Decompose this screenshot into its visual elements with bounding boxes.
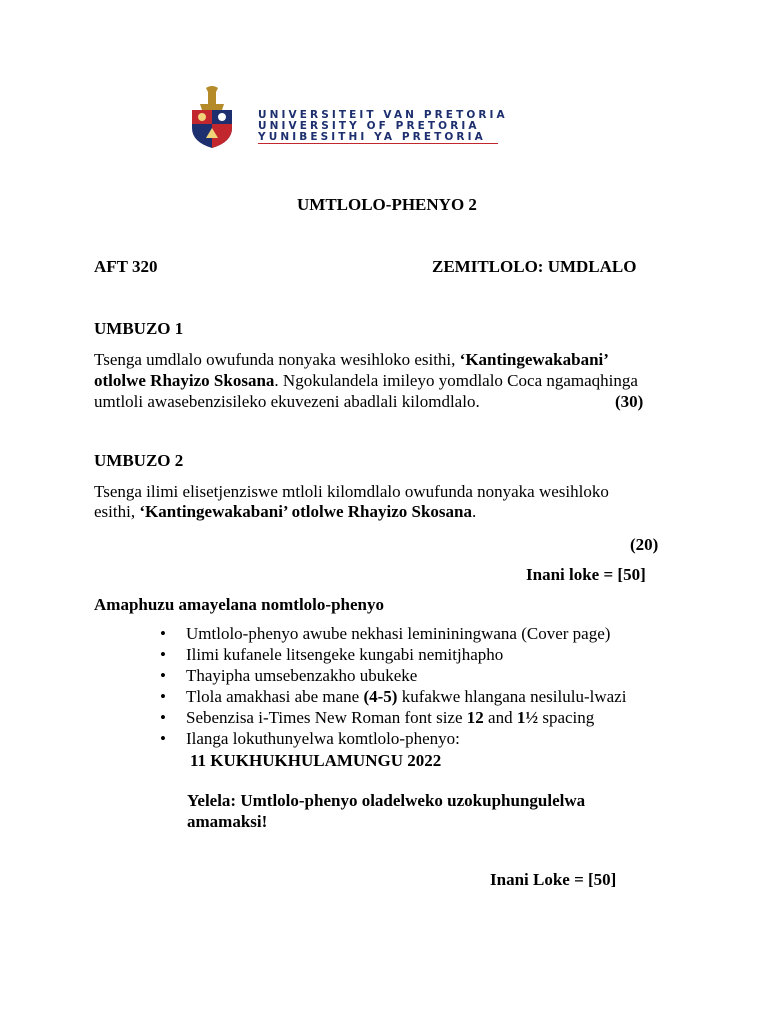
- question-2-line-1: Tsenga ilimi elisetjenziswe mtloli kilomdlalo owufunda nonyaka wesihloko: [94, 482, 609, 501]
- list-item-text: Tlola amakhasi abe mane: [186, 687, 364, 706]
- final-total-marks: Inani Loke = [50]: [490, 870, 617, 889]
- instruction-list: [160, 623, 626, 749]
- list-item: [160, 707, 626, 728]
- list-item: [160, 665, 626, 686]
- list-item: [160, 686, 626, 707]
- list-item: [160, 728, 626, 749]
- subject-heading: ZEMITLOLO: UMDLALO: [432, 257, 637, 276]
- total-marks: Inani loke = [50]: [526, 565, 646, 584]
- list-item-text: Ilanga lokuthunyelwa komtlolo-phenyo:: [186, 729, 460, 748]
- list-item-text: Umtlolo-phenyo awube nekhasi lemininingwana (Cover page): [186, 624, 611, 643]
- question-1-heading: UMBUZO 1: [94, 319, 184, 338]
- question-2-heading: UMBUZO 2: [94, 451, 184, 470]
- points-heading: Amaphuzu amayelana nomtlolo-phenyo: [94, 595, 384, 614]
- question-1-marks: (30): [615, 392, 644, 411]
- university-name-english: UNIVERSITY OF PRETORIA: [258, 120, 480, 132]
- question-2-text: .: [472, 502, 477, 521]
- question-1-line-3: umtloli awasebenzisileko ekuvezeni abadlali kilomdlalo.: [94, 392, 480, 411]
- due-date: 11 KUKHUKHULAMUNGU 2022: [190, 751, 442, 770]
- course-code: AFT 320: [94, 257, 158, 276]
- question-1-line-1: [94, 349, 609, 370]
- question-1-text: . Ngokulandela imileyo yomdlalo Coca ngamaqhinga: [274, 371, 638, 390]
- list-item-text: kufakwe hlangana nesilulu-lwazi: [397, 687, 627, 706]
- university-crest-icon: [186, 84, 238, 150]
- university-name-afrikaans: UNIVERSITEIT VAN PRETORIA: [258, 109, 508, 121]
- play-title: ‘Kantingewakabani’: [459, 350, 609, 369]
- warning-line-1: Yelela: Umtlolo-phenyo oladelweko uzokuphungulelwa: [187, 791, 586, 810]
- question-1-text: Tsenga umdlalo owufunda nonyaka wesihloko esithi,: [94, 350, 460, 369]
- university-name-ndebele: YUNIBESITHI YA PRETORIA: [258, 131, 486, 143]
- list-item-text: Ilimi kufanele litsengeke kungabi nemitjhapho: [186, 645, 504, 664]
- question-2-line-2: [94, 501, 476, 522]
- list-item-text: Sebenzisa i-Times New Roman font size: [186, 708, 467, 727]
- question-2-marks: (20): [630, 535, 659, 554]
- list-item-text: and: [483, 708, 517, 727]
- play-title-author: ‘Kantingewakabani’ otlolwe Rhayizo Skosana: [139, 502, 472, 521]
- list-item-text: spacing: [538, 708, 595, 727]
- question-2-text: esithi,: [94, 502, 140, 521]
- list-item: [160, 623, 626, 644]
- list-item: [160, 644, 626, 665]
- list-item-text: Thayipha umsebenzakho ubukeke: [186, 666, 418, 685]
- question-1-line-2: [94, 370, 638, 391]
- page-count: (4-5): [363, 687, 398, 706]
- spacing-value: 1½: [516, 708, 539, 727]
- page-title: UMTLOLO-PHENYO 2: [297, 195, 477, 214]
- play-author: otlolwe Rhayizo Skosana: [94, 371, 275, 390]
- font-size-value: 12: [466, 708, 484, 727]
- header-divider: [258, 143, 498, 144]
- warning-line-2: amamaksi!: [187, 812, 268, 831]
